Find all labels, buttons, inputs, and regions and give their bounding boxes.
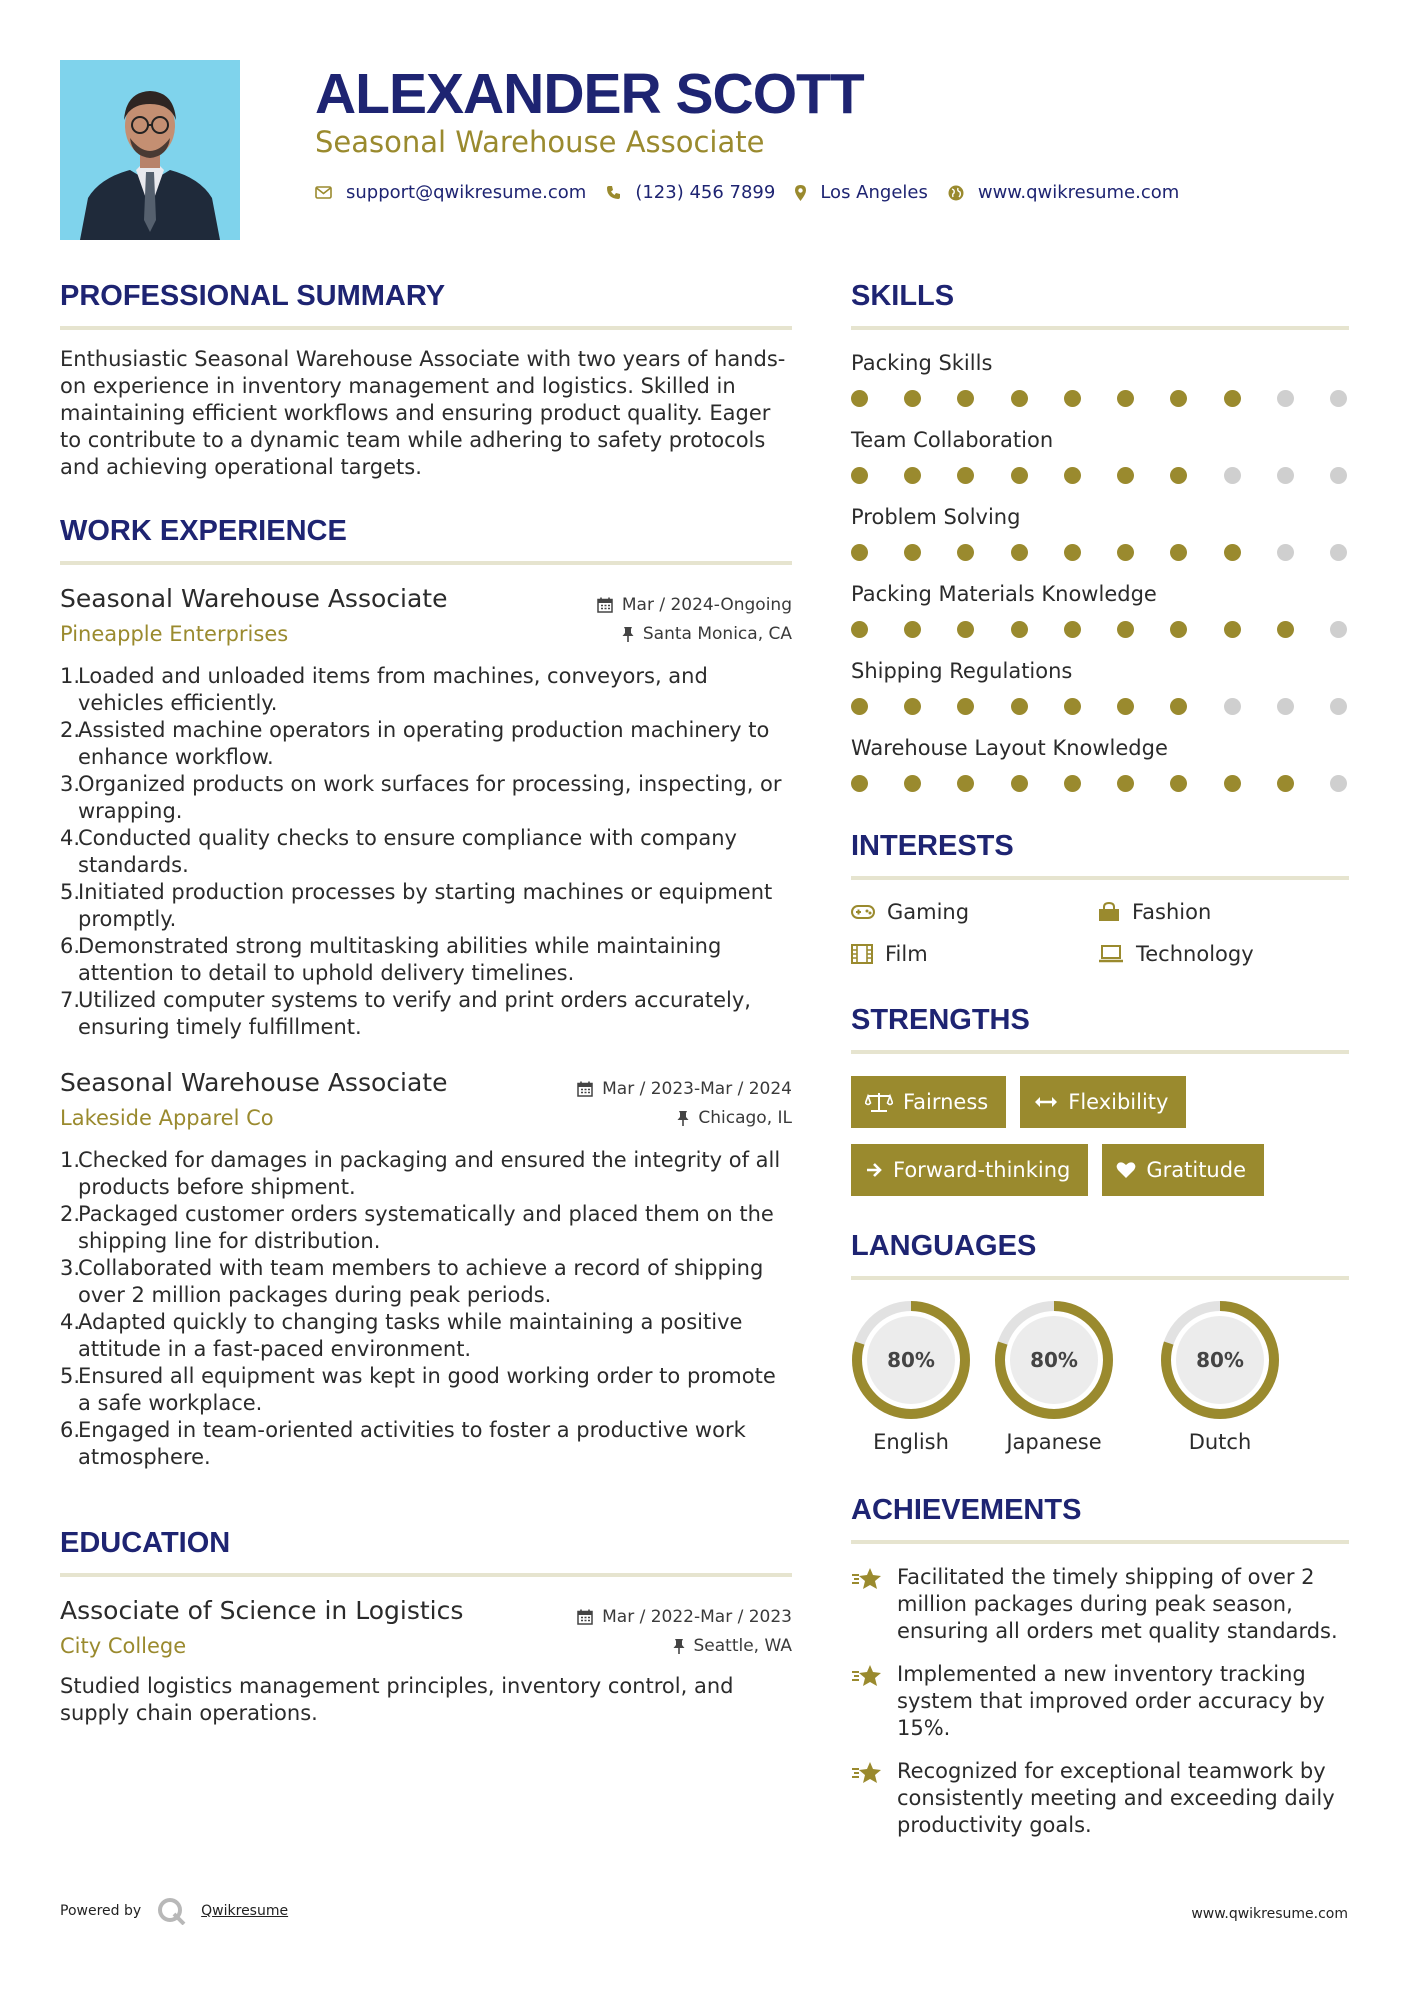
film-icon <box>851 944 873 964</box>
language-name: Japanese <box>1006 1430 1102 1454</box>
pushpin-icon <box>622 626 634 642</box>
languages-heading: LANGUAGES <box>851 1226 1349 1280</box>
job-title: Seasonal Warehouse Associate <box>60 584 448 613</box>
rating-dot-empty <box>1224 467 1241 484</box>
rating-dot-filled <box>957 621 974 638</box>
candidate-title: Seasonal Warehouse Associate <box>315 125 765 159</box>
interest-item <box>851 900 1098 924</box>
shooting-star-icon <box>851 1663 883 1689</box>
list-item: 2. Assisted machine operators in operating production machinery to enhance workflow. <box>60 718 770 769</box>
language-name: Dutch <box>1188 1430 1252 1454</box>
skill-item <box>851 427 1349 484</box>
rating-dot-filled <box>957 698 974 715</box>
rating-dot-filled <box>1064 390 1081 407</box>
rating-dot-filled <box>1170 544 1187 561</box>
rating-dot-filled <box>1170 775 1187 792</box>
rating-dot-filled <box>1117 390 1134 407</box>
strengths-tags <box>851 1076 1349 1196</box>
rating-dot-filled <box>957 544 974 561</box>
rating-dot-filled <box>1011 621 1028 638</box>
job-bullets <box>60 1147 792 1471</box>
job-location-text: Santa Monica, CA <box>642 624 792 644</box>
rating-dot-filled <box>1224 390 1241 407</box>
skill-rating <box>851 390 1349 407</box>
skill-rating <box>851 467 1349 484</box>
rating-dot-filled <box>1011 698 1028 715</box>
shooting-star-icon <box>851 1566 883 1592</box>
interest-label: Fashion <box>1132 900 1212 924</box>
job-entry <box>60 583 792 1041</box>
rating-dot-empty <box>1330 390 1347 407</box>
rating-dot-empty <box>1277 544 1294 561</box>
rating-dot-filled <box>904 390 921 407</box>
rating-dot-filled <box>1117 775 1134 792</box>
achievement-item <box>851 1564 1349 1645</box>
experience-heading: WORK EXPERIENCE <box>60 511 792 565</box>
pushpin-icon <box>673 1638 685 1654</box>
arrows-horizontal-icon <box>1034 1095 1058 1109</box>
list-item: 5. Initiated production processes by starting machines or equipment promptly. <box>60 880 773 931</box>
rating-dot-empty <box>1330 467 1347 484</box>
rating-dot-filled <box>851 467 868 484</box>
rating-dot-filled <box>1170 390 1187 407</box>
achievement-text: Recognized for exceptional teamwork by consistently meeting and exceeding daily productivity goals. <box>897 1759 1335 1837</box>
contact-email[interactable] <box>315 182 586 203</box>
rating-dot-filled <box>1170 698 1187 715</box>
calendar-icon <box>577 1081 593 1097</box>
interests-heading: INTERESTS <box>851 826 1349 880</box>
interest-label: Film <box>885 942 928 966</box>
job-dates-text: Mar / 2024-Ongoing <box>621 595 792 615</box>
footer-powered-by <box>60 1897 288 1925</box>
rating-dot-filled <box>904 467 921 484</box>
profile-photo <box>60 60 240 240</box>
list-item: 3. Organized products on work surfaces for processing, inspecting, or wrapping. <box>60 772 782 823</box>
rating-dot-filled <box>1011 544 1028 561</box>
skill-rating <box>851 775 1349 792</box>
location-text: Los Angeles <box>820 182 928 203</box>
rating-dot-empty <box>1224 698 1241 715</box>
summary-heading: PROFESSIONAL SUMMARY <box>60 276 792 330</box>
language-progress-ring <box>994 1300 1114 1420</box>
job-dates <box>597 595 792 615</box>
strength-label: Forward-thinking <box>893 1158 1071 1182</box>
rating-dot-filled <box>851 698 868 715</box>
laptop-icon <box>1098 945 1124 963</box>
skill-name: Packing Skills <box>851 351 993 375</box>
job-bullets <box>60 663 792 1041</box>
interest-item <box>851 942 1098 966</box>
rating-dot-empty <box>1277 390 1294 407</box>
skill-name: Shipping Regulations <box>851 659 1073 683</box>
rating-dot-empty <box>1277 698 1294 715</box>
balance-scale-icon <box>865 1091 893 1113</box>
contact-bar <box>315 182 1355 203</box>
education-description: Studied logistics management principles, inventory control, and supply chain operations. <box>60 1674 734 1725</box>
education-entry <box>60 1595 792 1727</box>
rating-dot-filled <box>1170 621 1187 638</box>
language-percent: 80% <box>1030 1348 1078 1372</box>
rating-dot-filled <box>851 775 868 792</box>
skill-item <box>851 581 1349 638</box>
rating-dot-filled <box>1117 467 1134 484</box>
rating-dot-filled <box>1011 775 1028 792</box>
job-location-text: Chicago, IL <box>698 1108 792 1128</box>
achievements-heading: ACHIEVEMENTS <box>851 1490 1349 1544</box>
rating-dot-filled <box>1170 467 1187 484</box>
education-dates <box>577 1607 792 1627</box>
rating-dot-filled <box>1277 621 1294 638</box>
list-item: 1. Loaded and unloaded items from machines, conveyors, and vehicles efficiently. <box>60 664 708 715</box>
map-pin-icon <box>795 185 806 201</box>
job-dates-text: Mar / 2023-Mar / 2024 <box>602 1079 792 1099</box>
skills-heading: SKILLS <box>851 276 1349 330</box>
language-percent: 80% <box>1196 1348 1244 1372</box>
list-item: 2. Packaged customer orders systematically and placed them on the shipping line for distribution. <box>60 1202 774 1253</box>
interest-item <box>1098 900 1338 924</box>
rating-dot-filled <box>904 621 921 638</box>
envelope-icon <box>315 186 332 199</box>
rating-dot-filled <box>1064 621 1081 638</box>
rating-dot-filled <box>1011 467 1028 484</box>
language-item <box>851 1300 971 1454</box>
list-item: 1. Checked for damages in packaging and ensured the integrity of all products before shipment. <box>60 1148 781 1199</box>
strength-label: Fairness <box>903 1090 989 1114</box>
strength-label: Flexibility <box>1068 1090 1169 1114</box>
rating-dot-filled <box>1064 698 1081 715</box>
rating-dot-empty <box>1330 544 1347 561</box>
education-location <box>673 1636 793 1656</box>
achievement-text: Facilitated the timely shipping of over 2 million packages during peak season, ensuring all orders met quality standards. <box>897 1565 1338 1643</box>
left-column <box>60 276 792 1727</box>
skill-name: Team Collaboration <box>851 428 1054 452</box>
skill-item <box>851 658 1349 715</box>
school-name: City College <box>60 1634 187 1658</box>
rating-dot-filled <box>1117 544 1134 561</box>
skill-name: Warehouse Layout Knowledge <box>851 736 1168 760</box>
calendar-icon <box>577 1609 593 1625</box>
skill-name: Packing Materials Knowledge <box>851 582 1157 606</box>
summary-text: Enthusiastic Seasonal Warehouse Associate with two years of hands-on experience in inventory management and logistics. Skilled in maintaining efficient workflows and ensuring product quality. Eager to contribute to a dynamic team while adhering to safety protocols and achieving operational targets. <box>60 347 786 479</box>
strength-label: Gratitude <box>1146 1158 1246 1182</box>
skill-item <box>851 735 1349 792</box>
shooting-star-icon <box>851 1760 883 1786</box>
rating-dot-filled <box>904 544 921 561</box>
website-text: www.qwikresume.com <box>977 182 1180 203</box>
rating-dot-filled <box>851 544 868 561</box>
rating-dot-filled <box>904 775 921 792</box>
arrow-right-icon <box>865 1161 883 1179</box>
skill-item <box>851 350 1349 407</box>
job-entry <box>60 1067 792 1471</box>
interest-item <box>1098 942 1338 966</box>
rating-dot-filled <box>1117 621 1134 638</box>
contact-location <box>795 182 928 203</box>
rating-dot-filled <box>957 775 974 792</box>
globe-icon <box>948 185 964 201</box>
skill-rating <box>851 544 1349 561</box>
rating-dot-filled <box>1064 544 1081 561</box>
rating-dot-filled <box>957 390 974 407</box>
rating-dot-filled <box>957 467 974 484</box>
strength-tag <box>1020 1076 1186 1128</box>
skill-rating <box>851 698 1349 715</box>
interests-grid <box>851 900 1349 966</box>
rating-dot-filled <box>851 390 868 407</box>
job-dates <box>577 1079 792 1099</box>
strengths-heading: STRENGTHS <box>851 1000 1349 1054</box>
rating-dot-filled <box>1064 775 1081 792</box>
interest-label: Technology <box>1136 942 1254 966</box>
skill-item <box>851 504 1349 561</box>
calendar-icon <box>597 597 613 613</box>
email-text: support@qwikresume.com <box>346 182 587 203</box>
degree-title: Associate of Science in Logistics <box>60 1596 464 1625</box>
education-dates-text: Mar / 2022-Mar / 2023 <box>602 1607 792 1627</box>
heart-icon <box>1116 1161 1136 1179</box>
strength-tag <box>1102 1144 1264 1196</box>
contact-phone[interactable] <box>606 182 775 203</box>
strength-tag <box>851 1076 1006 1128</box>
rating-dot-filled <box>1011 390 1028 407</box>
education-heading: EDUCATION <box>60 1523 792 1577</box>
qwikresume-link[interactable]: Qwikresume <box>201 1903 289 1919</box>
gamepad-icon <box>851 904 875 920</box>
skill-rating <box>851 621 1349 638</box>
resume-header <box>315 62 1355 203</box>
rating-dot-filled <box>1224 544 1241 561</box>
rating-dot-filled <box>1224 621 1241 638</box>
rating-dot-empty <box>1330 621 1347 638</box>
list-item: 6. Demonstrated strong multitasking abilities while maintaining attention to detail to uphold delivery timelines. <box>60 934 722 985</box>
rating-dot-filled <box>1277 775 1294 792</box>
powered-by-text: Powered by <box>60 1903 142 1919</box>
rating-dot-empty <box>1330 698 1347 715</box>
shopping-bag-icon <box>1098 902 1120 922</box>
languages-list <box>851 1300 1349 1454</box>
phone-text: (123) 456 7899 <box>635 182 776 203</box>
rating-dot-empty <box>1277 467 1294 484</box>
rating-dot-empty <box>1330 775 1347 792</box>
job-location <box>622 624 792 644</box>
footer-url[interactable]: www.qwikresume.com <box>1191 1906 1348 1922</box>
list-item: 3. Collaborated with team members to achieve a record of shipping over 2 million packages during peak periods. <box>60 1256 764 1307</box>
list-item: 5. Ensured all equipment was kept in good working order to promote a safe workplace. <box>60 1364 776 1415</box>
rating-dot-filled <box>851 621 868 638</box>
language-item <box>971 1300 1137 1454</box>
rating-dot-filled <box>1117 698 1134 715</box>
job-title: Seasonal Warehouse Associate <box>60 1068 448 1097</box>
language-progress-ring <box>851 1300 971 1420</box>
candidate-name: ALEXANDER SCOTT <box>315 62 864 126</box>
list-item: 4. Conducted quality checks to ensure compliance with company standards. <box>60 826 737 877</box>
skills-list <box>851 350 1349 792</box>
company-name: Lakeside Apparel Co <box>60 1106 274 1130</box>
language-percent: 80% <box>887 1348 935 1372</box>
skill-name: Problem Solving <box>851 505 1021 529</box>
achievements-list <box>851 1564 1349 1839</box>
achievement-item <box>851 1758 1349 1839</box>
pushpin-icon <box>677 1110 689 1126</box>
rating-dot-filled <box>904 698 921 715</box>
right-column <box>851 276 1349 1855</box>
language-name: English <box>873 1430 949 1454</box>
achievement-text: Implemented a new inventory tracking system that improved order accuracy by 15%. <box>897 1662 1325 1740</box>
language-item <box>1137 1300 1303 1454</box>
interest-label: Gaming <box>887 900 970 924</box>
language-progress-ring <box>1160 1300 1280 1420</box>
rating-dot-filled <box>1224 775 1241 792</box>
list-item: 4. Adapted quickly to changing tasks while maintaining a positive attitude in a fast-paced environment. <box>60 1310 743 1361</box>
company-name: Pineapple Enterprises <box>60 622 289 646</box>
qwikresume-logo-icon <box>157 1897 187 1925</box>
strength-tag <box>851 1144 1088 1196</box>
phone-icon <box>606 185 621 200</box>
list-item: 7. Utilized computer systems to verify and print orders accurately, ensuring timely fulfillment. <box>60 988 751 1039</box>
contact-website[interactable] <box>948 182 1179 203</box>
education-location-text: Seattle, WA <box>693 1636 792 1656</box>
list-item: 6. Engaged in team-oriented activities to foster a productive work atmosphere. <box>60 1418 746 1469</box>
achievement-item <box>851 1661 1349 1742</box>
job-location <box>677 1108 792 1128</box>
rating-dot-filled <box>1064 467 1081 484</box>
